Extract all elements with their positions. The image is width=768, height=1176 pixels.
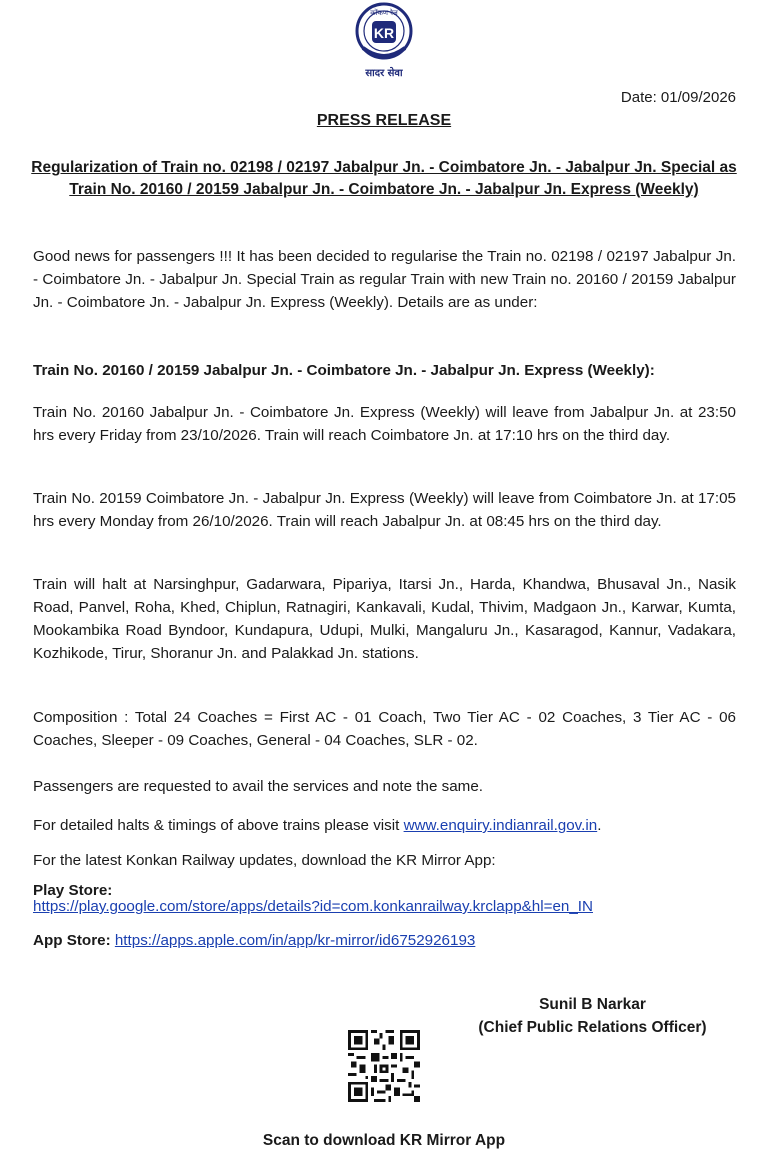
- logo-letters: KR: [373, 25, 395, 41]
- qr-code-icon[interactable]: [348, 1030, 420, 1102]
- play-store-line: [33, 897, 736, 917]
- logo-top-text: कोंकण रेल: [370, 9, 398, 17]
- halts-paragraph: Train will halt at Narsinghpur, Gadarwara, Pipariya, Itarsi Jn., Harda, Khandwa, Bhusaval Jn., Nasik Road, Panvel, Roha, Khed, Chiplun, Ratnagiri, Kankavali, Kudal, Thivim, Madgaon Jn., Karwar, Kumta, Mookambika Road Byndoor, Kundapura, Udupi, Mulki, Mangaluru Jn., Kasaragod, Kannur, Vadakara, Kozhikode, Tirur, Shoranur Jn. and Palakkad Jn. stations.: [33, 576, 736, 662]
- signatory-name: Sunil B Narkar: [539, 996, 646, 1013]
- kr-emblem-icon: [355, 2, 413, 68]
- konkan-railway-logo: [350, 2, 418, 82]
- release-subject: Regularization of Train no. 02198 / 02197 Jabalpur Jn. - Coimbatore Jn. - Jabalpur Jn. Special as Train No. 20160 / 20159 Jabalpur Jn. - Coimbatore Jn. - Jabalpur Jn. Express (Weekly): [31, 159, 737, 198]
- train-20159-paragraph: Train No. 20159 Coimbatore Jn. - Jabalpur Jn. Express (Weekly) will leave from Coimbatore Jn. at 17:05 hrs every Monday from 26/10/2026. Train will reach Jabalpur Jn. at 08:45 hrs on the third day.: [33, 490, 736, 530]
- detailed-halts-suffix: .: [597, 817, 602, 834]
- play-store-label: Play Store:: [33, 882, 113, 899]
- play-store-link[interactable]: https://play.google.com/store/apps/details?id=com.konkanrailway.krclapp&hl=en_IN: [33, 898, 593, 915]
- release-date: Date: 01/09/2026: [620, 89, 736, 106]
- train-details-heading: Train No. 20160 / 20159 Jabalpur Jn. - Coimbatore Jn. - Jabalpur Jn. Express (Weekly):: [33, 362, 655, 379]
- logo-motto: सादर सेवा: [365, 68, 403, 79]
- app-store-link[interactable]: https://apps.apple.com/in/app/kr-mirror/id6752926193: [114, 932, 476, 949]
- signatory-designation: (Chief Public Relations Officer): [478, 1019, 707, 1036]
- detailed-halts-text: For detailed halts & timings of above trains please visit: [33, 817, 404, 834]
- intro-paragraph: Good news for passengers !!! It has been decided to regularise the Train no. 02198 / 02197 Jabalpur Jn. - Coimbatore Jn. - Jabalpur Jn. Special Train as regular Train with new Train no. 20160 / 20159 Jabalpur Jn. - Coimbatore Jn. - Jabalpur Jn. Express (Weekly). Details are as under:: [33, 248, 736, 311]
- page-title: PRESS RELEASE: [316, 112, 452, 129]
- app-store-label: App Store:: [33, 932, 111, 949]
- train-20160-paragraph: Train No. 20160 Jabalpur Jn. - Coimbatore Jn. Express (Weekly) will leave from Jabalpur Jn. at 23:50 hrs every Friday from 23/10/2026. Train will reach Coimbatore Jn. at 17:10 hrs on the third day.: [33, 404, 736, 444]
- composition-paragraph: Composition : Total 24 Coaches = First AC - 01 Coach, Two Tier AC - 02 Coaches, 3 Tier AC - 06 Coaches, Sleeper - 09 Coaches, General - 04 Coaches, SLR - 02.: [33, 709, 736, 749]
- request-paragraph: Passengers are requested to avail the services and note the same.: [33, 778, 483, 795]
- detailed-halts-paragraph: [33, 814, 736, 837]
- app-intro-paragraph: For the latest Konkan Railway updates, download the KR Mirror App:: [33, 852, 496, 869]
- app-store-line: [33, 929, 736, 952]
- scan-caption: Scan to download KR Mirror App: [262, 1132, 506, 1149]
- enquiry-link[interactable]: www.enquiry.indianrail.gov.in: [403, 817, 598, 834]
